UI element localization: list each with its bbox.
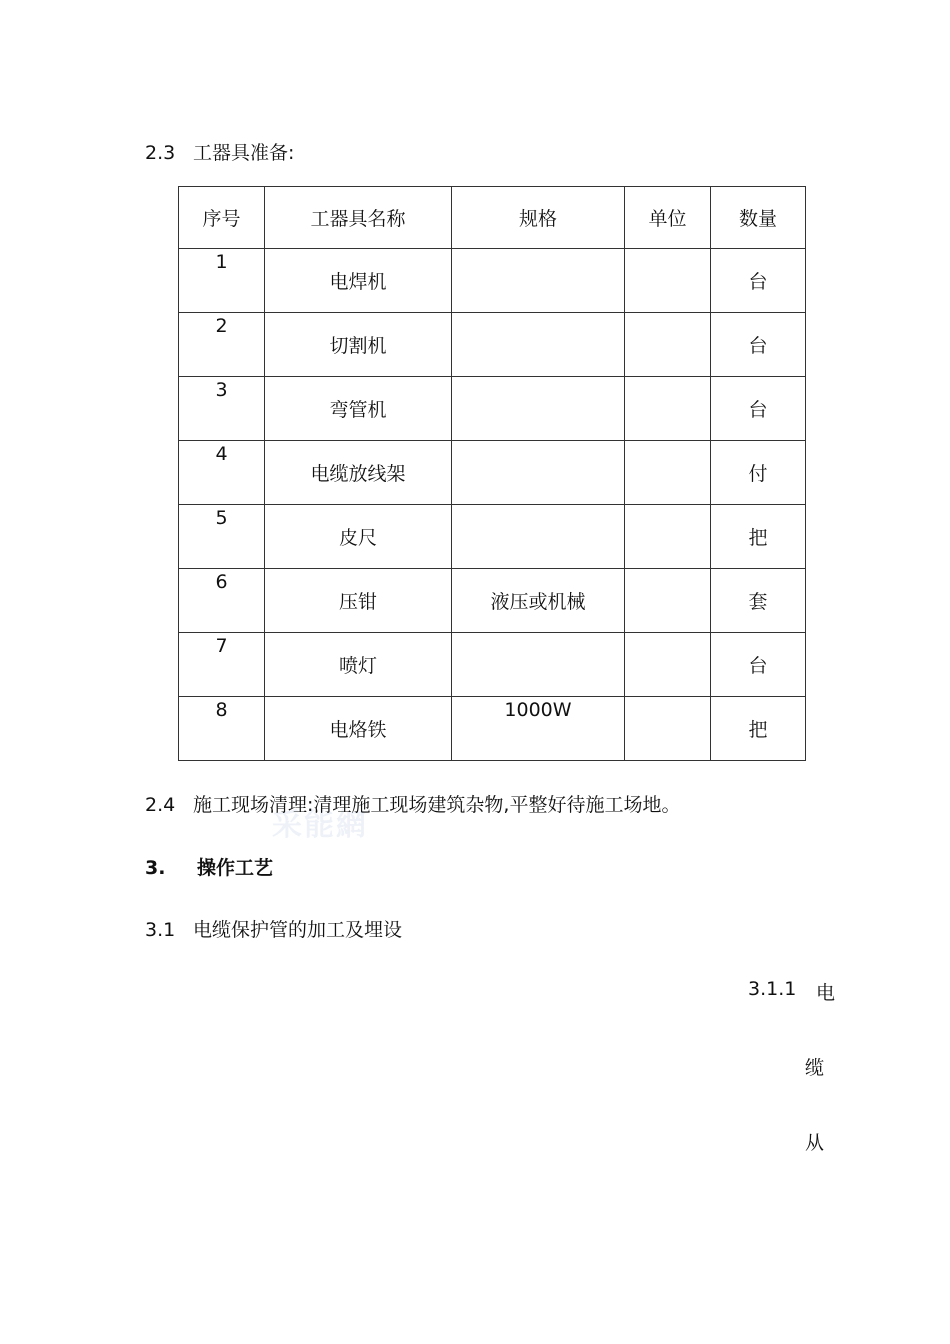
cell-qty: 付 <box>711 441 806 505</box>
section-title: 电缆保护管的加工及埋设 <box>193 919 403 941</box>
tools-table <box>178 186 806 761</box>
section-number: 3.1 <box>145 919 176 941</box>
section-number: 2.4 <box>145 794 176 816</box>
section-3-1-heading <box>145 915 402 942</box>
section-title: 工器具准备: <box>193 142 295 164</box>
section-3-1-1-char: 缆 <box>805 1057 825 1079</box>
section-3-1-1-char: 从 <box>805 1132 825 1154</box>
section-number: 2.3 <box>145 142 176 164</box>
table-row <box>179 441 806 505</box>
section-2-3-heading <box>145 138 294 165</box>
cell-name: 电缆放线架 <box>265 441 452 505</box>
table-row <box>179 377 806 441</box>
cell-spec <box>452 249 625 313</box>
cell-unit <box>625 441 711 505</box>
cell-name: 切割机 <box>265 313 452 377</box>
cell-name: 电焊机 <box>265 249 452 313</box>
cell-spec <box>452 313 625 377</box>
cell-no: 6 <box>179 569 265 633</box>
section-number: 3. <box>145 857 166 879</box>
cell-name: 弯管机 <box>265 377 452 441</box>
cell-no: 8 <box>179 697 265 761</box>
section-title: 操作工艺 <box>197 857 274 879</box>
table-row <box>179 505 806 569</box>
cell-no: 3 <box>179 377 265 441</box>
cell-name: 喷灯 <box>265 633 452 697</box>
section-3-heading <box>145 853 273 880</box>
table-row <box>179 633 806 697</box>
header-cell-unit: 单位 <box>625 187 711 249</box>
cell-spec <box>452 633 625 697</box>
table-row <box>179 249 806 313</box>
cell-qty: 台 <box>711 249 806 313</box>
cell-name: 压钳 <box>265 569 452 633</box>
cell-no: 5 <box>179 505 265 569</box>
cell-name: 皮尺 <box>265 505 452 569</box>
cell-spec <box>452 377 625 441</box>
section-3-1-1-number: 3.1.1 <box>748 978 797 1000</box>
cell-unit <box>625 633 711 697</box>
section-3-1-1-char: 电 <box>816 982 836 1004</box>
table-row <box>179 697 806 761</box>
cell-qty: 台 <box>711 313 806 377</box>
watermark: 采能網 <box>272 808 368 843</box>
table-row <box>179 313 806 377</box>
cell-unit <box>625 249 711 313</box>
cell-spec <box>452 441 625 505</box>
cell-unit <box>625 377 711 441</box>
header-cell-spec: 规格 <box>452 187 625 249</box>
section-2-4-paragraph <box>145 790 680 817</box>
header-cell-name: 工器具名称 <box>265 187 452 249</box>
cell-no: 4 <box>179 441 265 505</box>
cell-no: 2 <box>179 313 265 377</box>
cell-qty: 台 <box>711 377 806 441</box>
cell-no: 7 <box>179 633 265 697</box>
cell-qty: 台 <box>711 633 806 697</box>
cell-spec <box>452 505 625 569</box>
cell-qty: 把 <box>711 697 806 761</box>
cell-unit <box>625 697 711 761</box>
cell-qty: 把 <box>711 505 806 569</box>
cell-unit <box>625 505 711 569</box>
cell-spec: 液压或机械 <box>452 569 625 633</box>
table-row <box>179 569 806 633</box>
section-text: 施工现场清理:清理施工现场建筑杂物,平整好待施工场地。 <box>193 794 681 816</box>
table-header-row <box>179 187 806 249</box>
cell-no: 1 <box>179 249 265 313</box>
cell-name: 电烙铁 <box>265 697 452 761</box>
header-cell-no: 序号 <box>179 187 265 249</box>
cell-spec: 1000W <box>452 697 625 761</box>
header-cell-qty: 数量 <box>711 187 806 249</box>
cell-unit <box>625 313 711 377</box>
cell-unit <box>625 569 711 633</box>
cell-qty: 套 <box>711 569 806 633</box>
